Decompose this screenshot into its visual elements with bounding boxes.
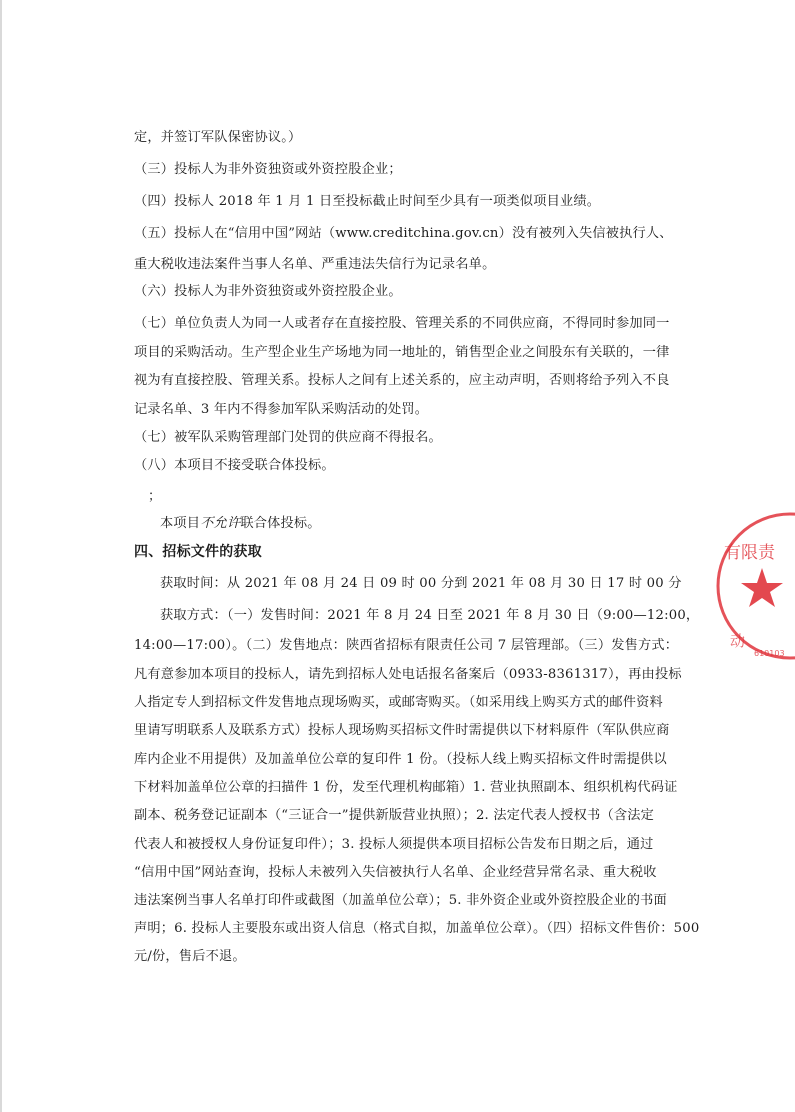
text-line: 记录名单、3 年内不得参加军队采购活动的处罚。: [134, 402, 429, 417]
text-line: 获取时间：从 2021 年 08 月 24 日 09 时 00 分到 2021 年 08 月 30 日 17 时 00 分: [160, 576, 682, 591]
company-seal-icon: [690, 506, 795, 666]
consortium-suffix: 联合体投标。: [240, 516, 321, 531]
seal-code: 610103: [754, 649, 785, 658]
text-line: ；: [148, 489, 162, 504]
text-line: 副本、税务登记证副本（“三证合一”提供新版营业执照）；2. 法定代表人授权书（含法定: [134, 808, 654, 823]
text-line: “信用中国”网站查询，投标人未被列入失信被执行人名单、企业经营异常名录、重大税收: [134, 865, 657, 880]
text-line: 14:00—17:00）。（二）发售地点：陕西省招标有限责任公司 7 层管理部。（三）发售方式：: [134, 638, 679, 653]
text-line: 下材料加盖单位公章的扫描件 1 份，发至代理机构邮箱）1. 营业执照副本、组织机构代码证: [134, 780, 678, 795]
text-line: 里请写明联系人及联系方式）投标人现场购买招标文件时需提供以下材料原件（军队供应商: [134, 723, 670, 738]
text-line: 获取方式：（一）发售时间：2021 年 8 月 24 日至 2021 年 8 月 30 日（9:00—12:00，: [160, 608, 700, 623]
text-line: 违法案例当事人名单打印件或截图（加盖单位公章）；5. 非外资企业或外资控股企业的书面: [134, 893, 667, 908]
consortium-prefix: 本项目: [160, 516, 201, 531]
seal-text-bottom: 动: [730, 632, 746, 650]
text-line: 元/份，售后不退。: [134, 949, 246, 964]
text-line: （六）投标人为非外资独资或外资控股企业。: [134, 284, 402, 299]
text-line: 声明；6. 投标人主要股东或出资人信息（格式自拟，加盖单位公章）。（四）招标文件售价：500: [134, 921, 700, 936]
text-line: （七）被军队采购管理部门处罚的供应商不得报名。: [134, 430, 442, 445]
consortium-line: [160, 515, 730, 533]
consortium-italic: 不允许: [200, 516, 241, 531]
text-line: 人指定专人到招标文件发售地点现场购买，或邮寄购买。（如采用线上购买方式的邮件资料: [134, 695, 663, 710]
text-line: （八）本项目不接受联合体投标。: [134, 458, 335, 473]
scan-edge: [0, 0, 2, 1112]
text-line: （四）投标人 2018 年 1 月 1 日至投标截止时间至少具有一项类似项目业绩。: [134, 194, 601, 209]
text-line: 库内企业不用提供）及加盖单位公章的复印件 1 份。（投标人线上购买招标文件时需提供以: [134, 752, 667, 767]
text-line: （五）投标人在“信用中国”网站（www.creditchina.gov.cn）没有被列入失信被执行人、: [134, 226, 673, 241]
text-line: 视为有直接控股、管理关系。投标人之间有上述关系的，应主动声明，否则将给予列入不良: [134, 373, 670, 388]
section-heading: 四、招标文件的获取: [134, 544, 262, 560]
seal-text-top: 有限责: [724, 543, 775, 563]
text-line: （三）投标人为非外资独资或外资控股企业；: [134, 162, 402, 177]
text-line: 定，并签订军队保密协议。）: [134, 130, 302, 145]
text-line: 代表人和被授权人身份证复印件）；3. 投标人须提供本项目招标公告发布日期之后，通过: [134, 837, 654, 852]
text-line: 重大税收违法案件当事人名单、严重违法失信行为记录名单。: [134, 257, 496, 272]
text-line: （七）单位负责人为同一人或者存在直接控股、管理关系的不同供应商，不得同时参加同一: [134, 316, 670, 331]
text-line: 项目的采购活动。生产型企业生产场地为同一地址的，销售型企业之间股东有关联的，一律: [134, 345, 670, 360]
text-line: 凡有意参加本项目的投标人，请先到招标人处电话报名备案后（0933-8361317），再由投标: [134, 667, 682, 682]
